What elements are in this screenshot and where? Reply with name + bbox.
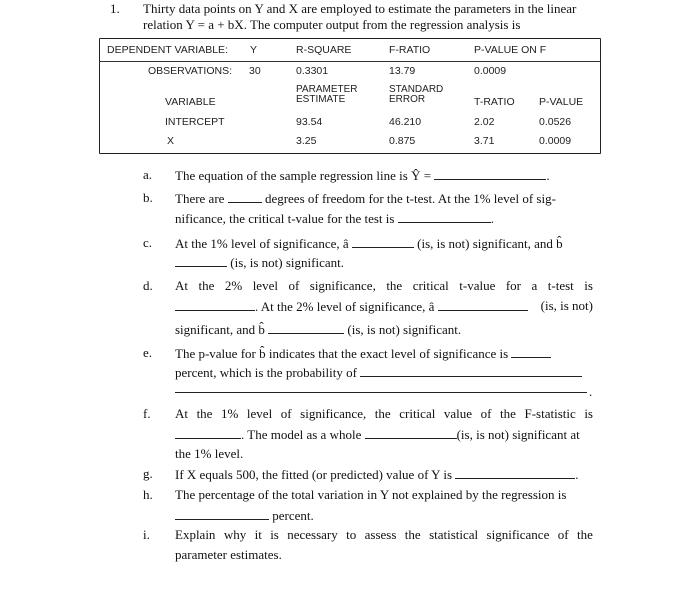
answer-blank-d-critical-t[interactable]	[175, 298, 255, 311]
question-f-word: is	[584, 406, 593, 421]
r-square-value: 0.3301	[296, 65, 329, 77]
question-d-word: for	[505, 278, 522, 293]
question-d-word: t-test	[547, 278, 574, 293]
question-d-word: the	[198, 278, 215, 293]
question-i-word: assess	[364, 527, 397, 542]
question-e-line-1	[175, 345, 551, 362]
question-d-word: of	[288, 278, 300, 293]
question-c-text-3: (is, is not) significant.	[230, 255, 344, 270]
table-row-x-p-value: 0.0009	[539, 135, 572, 147]
dependent-variable-value: Y	[250, 44, 258, 56]
question-a-text: The equation of the sample regression line is Ŷ =	[175, 168, 435, 183]
question-g-text: If X equals 500, the fitted (or predicted) value of Y is	[175, 467, 452, 482]
answer-blank-d-a-hat[interactable]	[438, 298, 528, 311]
question-d-line-1	[175, 278, 593, 294]
problem-number: 1.	[110, 1, 120, 16]
table-row-x-t-ratio: 3.71	[474, 135, 495, 147]
column-header-standard-line-2: ERROR	[389, 94, 426, 105]
question-f-word: level	[246, 406, 273, 421]
column-header-parameter-line-2: ESTIMATE	[296, 94, 346, 105]
question-d-text-5: (is, is not) significant.	[347, 322, 462, 337]
question-i-line-1	[175, 527, 593, 543]
observations-label: OBSERVATIONS:	[148, 65, 233, 77]
column-header-parameter-estimate	[296, 85, 358, 105]
question-c-line-1	[175, 235, 563, 252]
question-h-line-2	[175, 507, 314, 524]
question-f-text-2: . The model as a whole	[241, 427, 362, 442]
column-header-standard-line-1: STANDARD	[389, 84, 444, 95]
question-d-word: is	[584, 278, 593, 293]
question-f-word: the	[374, 406, 391, 421]
question-d-text-4: significant, and b̂	[175, 322, 265, 337]
question-f-word: the	[196, 406, 213, 421]
question-i-line-2	[175, 547, 282, 563]
problem-intro-line-1: Thirty data points on Y and X are employed to estimate the parameters in the linear	[143, 1, 577, 16]
column-header-p-value: P-VALUE	[539, 96, 584, 108]
column-header-t-ratio: T-RATIO	[474, 96, 515, 108]
question-e-text-1: The p-value for b̂ indicates that the exact level of significance is	[175, 346, 509, 361]
question-c-line-2	[175, 254, 344, 271]
question-b-text-1: There are	[175, 191, 225, 206]
question-e-label: e.	[143, 345, 153, 360]
answer-blank-g-fitted[interactable]	[455, 466, 575, 479]
question-d-word: critical	[412, 278, 449, 293]
question-c-text-1: At the 1% level of significance, â	[175, 236, 349, 251]
question-f-word: At	[175, 406, 188, 421]
question-d-label: d.	[143, 278, 153, 293]
answer-blank-h-percent[interactable]	[175, 507, 269, 520]
question-a-label: a.	[143, 167, 153, 182]
question-f-text-4: the 1% level.	[175, 446, 244, 461]
r-square-label: R-SQUARE	[296, 44, 352, 56]
question-f-word: 1%	[221, 406, 239, 421]
question-i-word: statistical	[429, 527, 479, 542]
table-row-x-std-error: 0.875	[389, 135, 416, 147]
table-row-intercept-t-ratio: 2.02	[474, 116, 495, 128]
answer-blank-f-critical-f[interactable]	[175, 426, 241, 439]
question-f-word: value	[443, 406, 473, 421]
question-d-word: the	[386, 278, 403, 293]
answer-blank-c-a-hat[interactable]	[352, 235, 414, 248]
question-c-label: c.	[143, 235, 153, 250]
question-d-text-2: . At the 2% level of significance, â	[255, 299, 435, 314]
question-f-word: of	[280, 406, 292, 421]
p-value-on-f-value: 0.0009	[474, 65, 507, 77]
question-b-label: b.	[143, 190, 153, 205]
question-g-label: g.	[143, 466, 153, 481]
question-f-line-2	[175, 426, 593, 443]
table-row-intercept-variable: INTERCEPT	[165, 116, 225, 128]
question-i-word: Explain	[175, 527, 216, 542]
question-f-line-3	[175, 446, 243, 462]
table-row-intercept-p-value: 0.0526	[539, 116, 572, 128]
table-row-intercept-estimate: 93.54	[296, 116, 323, 128]
question-f-label: f.	[143, 406, 151, 421]
column-header-variable: VARIABLE	[165, 96, 216, 108]
answer-blank-a[interactable]	[434, 167, 546, 180]
question-d-text-3: (is, is not)	[540, 298, 593, 313]
problem-intro-line-2: relation Y = a + bX. The computer output from the regression analysis is	[143, 17, 521, 32]
question-h-line-1	[175, 487, 566, 503]
answer-blank-b-df[interactable]	[228, 190, 262, 203]
question-f-line-1	[175, 406, 593, 422]
question-h-text-1: The percentage of the total variation in Y not explained by the regression is	[175, 487, 567, 502]
answer-blank-f-model[interactable]	[365, 426, 457, 439]
question-b-line-1	[175, 190, 593, 207]
question-i-word: is	[270, 527, 279, 542]
question-e-text-2: percent, which is the probability of	[175, 365, 357, 380]
question-b-text-2: degrees of freedom for the t-test. At the 1% level of sig-	[264, 191, 556, 206]
question-i-word: to	[346, 527, 357, 542]
question-d-line-3	[175, 321, 461, 338]
table-row-intercept-std-error: 46.210	[389, 116, 422, 128]
table-row-x-estimate: 3.25	[296, 135, 317, 147]
table-row-x-variable: X	[167, 135, 175, 147]
f-ratio-value: 13.79	[389, 65, 416, 77]
f-ratio-label: F-RATIO	[389, 44, 431, 56]
regression-output-divider	[99, 61, 601, 62]
observations-value: 30	[249, 65, 261, 77]
question-i-word: why	[223, 527, 247, 542]
question-f-word: the	[500, 406, 516, 421]
question-d-word: a	[531, 278, 538, 293]
column-header-parameter-line-1: PARAMETER	[296, 84, 358, 95]
p-value-on-f-label: P-VALUE ON F	[474, 44, 547, 56]
question-e-line-2	[175, 364, 582, 381]
question-b-text-3: nificance, the critical t-value for the test is	[175, 211, 395, 226]
answer-blank-d-b-hat[interactable]	[268, 321, 344, 334]
question-i-word: significance	[486, 527, 550, 542]
answer-blank-e-continuation[interactable]	[175, 380, 587, 393]
column-header-standard-error	[389, 85, 443, 105]
question-i-word: the	[576, 527, 593, 542]
question-i-word: the	[404, 527, 421, 542]
question-a: The equation of the sample regression line is Ŷ = .	[175, 168, 550, 183]
question-i-label: i.	[143, 527, 150, 542]
dependent-variable-label: DEPENDENT VARIABLE:	[107, 44, 228, 56]
question-i-word: it	[254, 527, 262, 542]
answer-blank-c-b-hat[interactable]	[175, 254, 227, 267]
question-d-word: level	[252, 278, 278, 293]
question-i-word: necessary	[287, 527, 338, 542]
question-d-line-2	[175, 298, 593, 315]
question-e-period: .	[589, 384, 593, 399]
answer-blank-b-critical-t[interactable]	[398, 210, 491, 223]
question-h-text-2: percent.	[272, 508, 314, 523]
question-f-word: critical	[399, 406, 436, 421]
question-f-word: F-statistic	[524, 406, 576, 421]
question-d-word: t-value	[459, 278, 496, 293]
answer-blank-e-percent[interactable]	[511, 345, 551, 358]
question-h-label: h.	[143, 487, 153, 502]
question-c-text-2: (is, is not) significant, and b̂	[417, 236, 563, 251]
question-b-line-2: nificance, the critical t-value for the test is .	[175, 211, 494, 226]
question-f-text-3: (is, is not) significant at	[456, 427, 580, 442]
question-f-word: significance,	[300, 406, 367, 421]
question-i-text-2: parameter estimates.	[175, 547, 282, 562]
question-d-word: significance,	[309, 278, 376, 293]
question-f-word: of	[480, 406, 492, 421]
question-d-word: 2%	[224, 278, 243, 293]
question-g-line: If X equals 500, the fitted (or predicted) value of Y is .	[175, 467, 579, 482]
question-d-word: At	[175, 278, 188, 293]
question-i-word: of	[557, 527, 569, 542]
answer-blank-e-probability[interactable]	[360, 364, 582, 377]
